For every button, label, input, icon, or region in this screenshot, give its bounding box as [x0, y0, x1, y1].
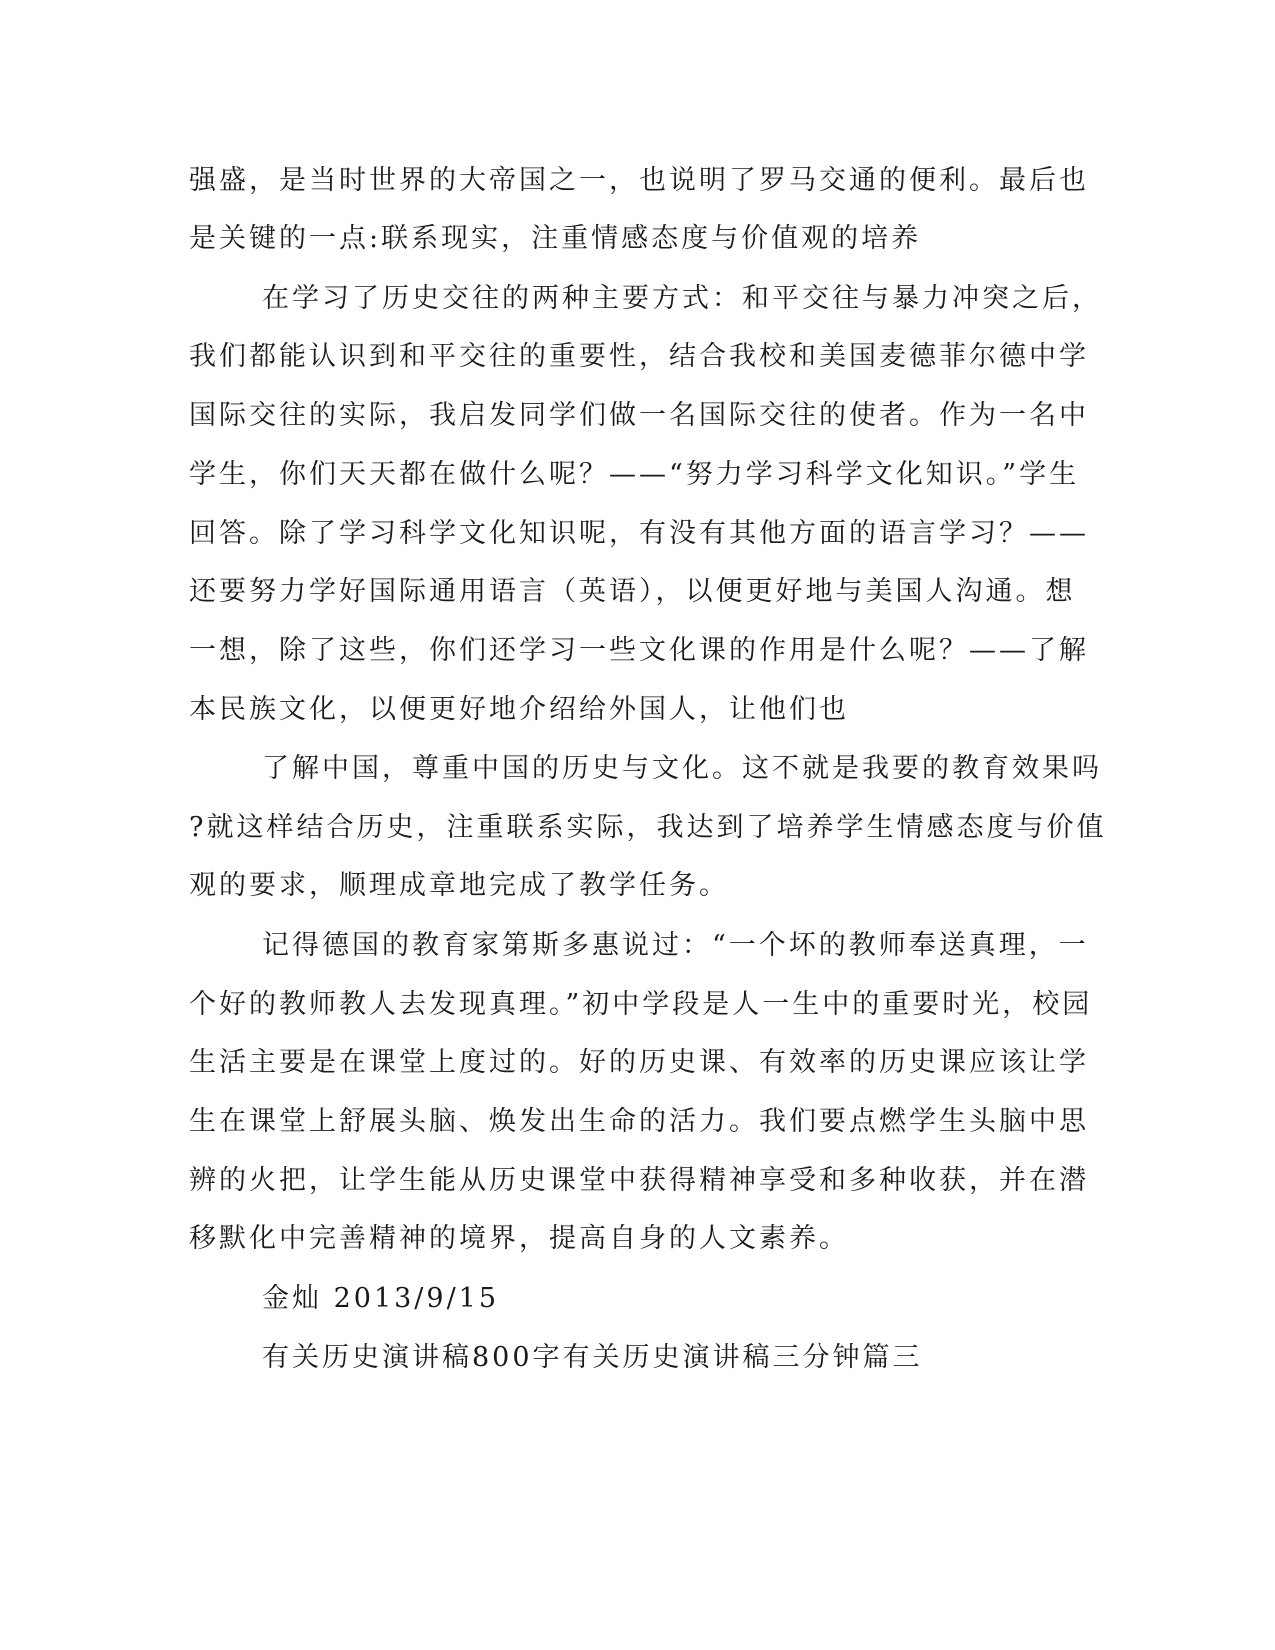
text-line: 了解中国，尊重中国的历史与文化。这不就是我要的教育效果吗: [262, 753, 1102, 784]
text-line: ?就这样结合历史，注重联系实际，我达到了培养学生情感态度与价值: [189, 812, 1107, 843]
author-date: 金灿 2013/9/15: [262, 1283, 500, 1314]
text-line: 强盛，是当时世界的大帝国之一，也说明了罗马交通的便利。最后也: [189, 165, 1089, 196]
text-line: 国际交往的实际，我启发同学们做一名国际交往的使者。作为一名中: [189, 400, 1089, 431]
text-line: 辨的火把，让学生能从历史课堂中获得精神享受和多种收获，并在潜: [189, 1165, 1089, 1196]
text-line: 观的要求，顺理成章地完成了教学任务。: [189, 870, 729, 901]
text-line: 我们都能认识到和平交往的重要性，结合我校和美国麦德菲尔德中学: [189, 341, 1089, 372]
text-line: 个好的教师教人去发现真理。”初中学段是人一生中的重要时光，校园: [189, 989, 1093, 1020]
text-line: 生活主要是在课堂上度过的。好的历史课、有效率的历史课应该让学: [189, 1047, 1089, 1078]
text-line: 记得德国的教育家第斯多惠说过：“一个坏的教师奉送真理，一: [262, 930, 1089, 961]
text-line: 在学习了历史交往的两种主要方式：和平交往与暴力冲突之后，: [262, 283, 1102, 314]
text-line: 移默化中完善精神的境界，提高自身的人文素养。: [189, 1223, 849, 1254]
text-line: 回答。除了学习科学文化知识呢，有没有其他方面的语言学习？——: [189, 518, 1089, 549]
text-line: 学生，你们天天都在做什么呢？——“努力学习科学文化知识。”学生: [189, 459, 1080, 490]
section-heading: 有关历史演讲稿800字有关历史演讲稿三分钟篇三: [262, 1342, 923, 1373]
text-line: 是关键的一点:联系现实，注重情感态度与价值观的培养: [189, 223, 922, 254]
text-line: 本民族文化，以便更好地介绍给外国人，让他们也: [189, 694, 849, 725]
text-line: 生在课堂上舒展头脑、焕发出生命的活力。我们要点燃学生头脑中思: [189, 1106, 1089, 1137]
text-line: 还要努力学好国际通用语言（英语），以便更好地与美国人沟通。想: [189, 576, 1076, 607]
text-line: 一想，除了这些，你们还学习一些文化课的作用是什么呢？——了解: [189, 635, 1089, 666]
